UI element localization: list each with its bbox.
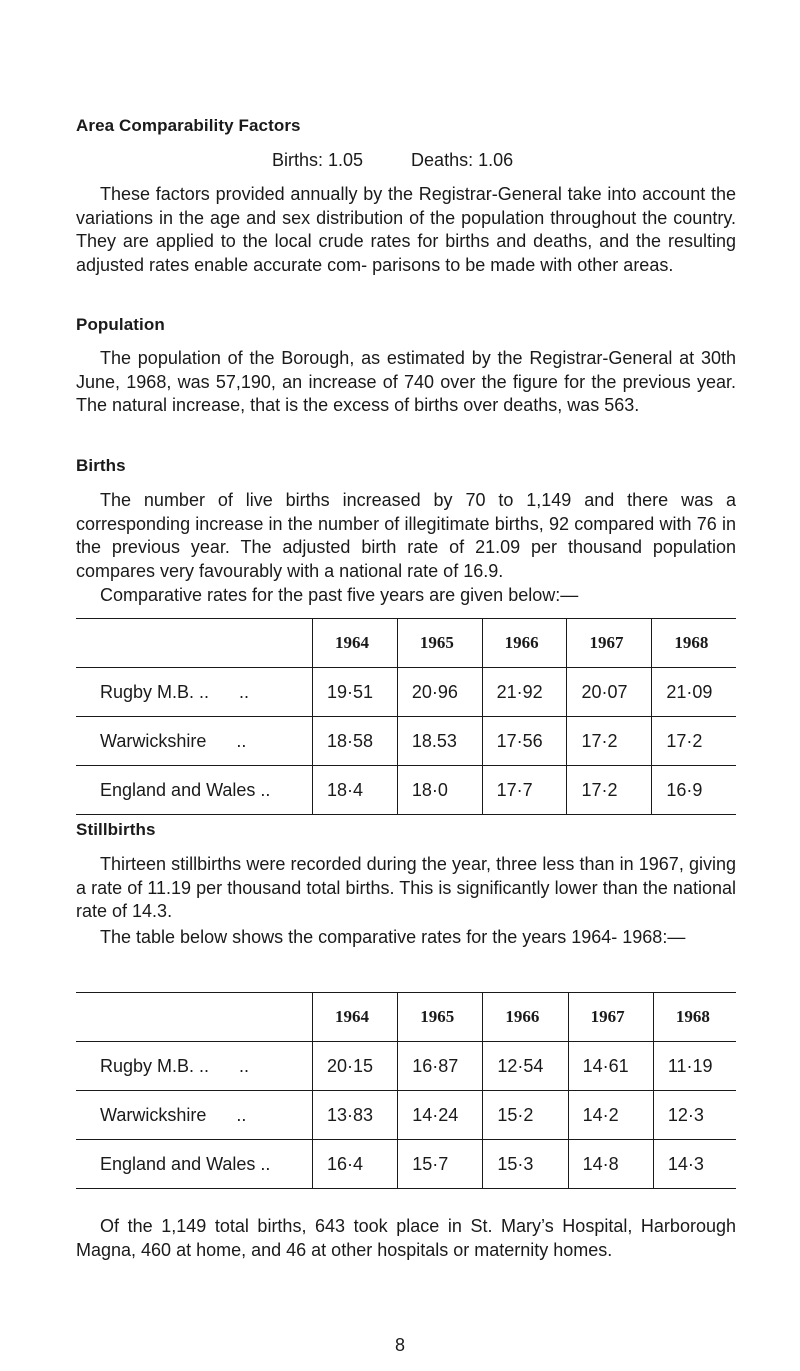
year-header: 1968: [652, 619, 736, 668]
rate-cell: 17·56: [482, 717, 567, 766]
stillbirth-rates-table: [76, 992, 736, 1189]
population-text: The population of the Borough, as estimated by the Registrar-General at 30th June, 1968, was 57,190, an increase of 740 over the figure for the previous year. The natural increase, that is the excess of births over deaths, was 563.: [76, 348, 736, 416]
rate-cell: 15·7: [398, 1140, 483, 1189]
births-heading: Births: [76, 456, 126, 475]
year-header: 1965: [398, 993, 483, 1042]
rate-cell: 21·09: [652, 668, 736, 717]
row-label: Warwickshire ..: [100, 1104, 247, 1125]
year-header: 1968: [653, 993, 736, 1042]
row-label: Rugby M.B. .. ..: [100, 681, 250, 702]
rate-cell: 16·87: [398, 1042, 483, 1091]
table-header-row: [76, 619, 736, 668]
rate-cell: 15·2: [483, 1091, 568, 1140]
rate-cell: 21·92: [482, 668, 567, 717]
row-label: Warwickshire ..: [100, 730, 247, 751]
closing-text: Of the 1,149 total births, 643 took place in St. Mary’s Hospital, Harborough Magna, 460 at home, and 46 at other hospitals or maternity homes.: [76, 1216, 736, 1260]
stillbirths-text: Thirteen stillbirths were recorded during the year, three less than in 1967, giving a rate of 11.19 per thousand total births. This is significantly lower than the national rate of 14.3.: [76, 854, 736, 922]
rate-cell: 11·19: [653, 1042, 736, 1091]
area-comparability-heading: Area Comparability Factors: [76, 116, 301, 135]
births-factor: Births: 1.05: [272, 150, 364, 170]
rate-cell: 16·4: [313, 1140, 398, 1189]
rate-cell: 12·54: [483, 1042, 568, 1091]
rate-cell: 14·8: [568, 1140, 653, 1189]
birth-rates-table: [76, 618, 736, 815]
births-table-intro: Comparative rates for the past five years are given below:—: [100, 585, 579, 605]
rate-cell: 15·3: [483, 1140, 568, 1189]
rate-cell: 17·2: [567, 766, 652, 815]
rate-cell: 20·07: [567, 668, 652, 717]
table-row: [76, 668, 736, 717]
stillbirths-heading: Stillbirths: [76, 820, 156, 839]
year-header: 1966: [482, 619, 567, 668]
table-row: [76, 717, 736, 766]
year-header: 1964: [313, 619, 398, 668]
table-row: [76, 1140, 736, 1189]
rate-cell: 18·0: [397, 766, 482, 815]
year-header: 1967: [568, 993, 653, 1042]
table-row: [76, 1042, 736, 1091]
deaths-factor: Deaths: 1.06: [411, 150, 514, 170]
year-header: 1965: [397, 619, 482, 668]
year-header: 1966: [483, 993, 568, 1042]
rate-cell: 19·51: [313, 668, 398, 717]
row-label: England and Wales ..: [100, 1153, 271, 1174]
rate-cell: 18·4: [313, 766, 398, 815]
row-label: Rugby M.B. .. ..: [100, 1055, 250, 1076]
stillbirths-table-intro: The table below shows the comparative rates for the years 1964- 1968:—: [100, 927, 686, 947]
row-label: England and Wales ..: [100, 779, 271, 800]
rate-cell: 17·2: [652, 717, 736, 766]
rate-cell: 18.53: [397, 717, 482, 766]
table-row: [76, 766, 736, 815]
rate-cell: 14·2: [568, 1091, 653, 1140]
table-header-row: [76, 993, 736, 1042]
rate-cell: 14·24: [398, 1091, 483, 1140]
births-text: The number of live births increased by 70 to 1,149 and there was a corresponding increase in the number of illegitimate births, 92 compared with 76 in the previous year. The adjusted birth rate of 21.09 per thousand population compares very favourably with a national rate of 16.9.: [76, 490, 736, 581]
table-row: [76, 1091, 736, 1140]
population-heading: Population: [76, 315, 165, 334]
rate-cell: 17·2: [567, 717, 652, 766]
year-header: 1967: [567, 619, 652, 668]
area-comparability-text: These factors provided annually by the Registrar-General take into account the variations in the age and sex distribution of the population throughout the country. They are applied to the local crude rates for births and deaths, and the resulting adjusted rates enable accurate com- parisons to be made with other areas.: [76, 184, 736, 275]
page-number: 8: [394, 1335, 405, 1355]
rate-cell: 18·58: [313, 717, 398, 766]
rate-cell: 14·3: [653, 1140, 736, 1189]
comparability-factors: [272, 150, 513, 171]
rate-cell: 16·9: [652, 766, 736, 815]
rate-cell: 20·96: [397, 668, 482, 717]
rate-cell: 12·3: [653, 1091, 736, 1140]
year-header: 1964: [313, 993, 398, 1042]
rate-cell: 20·15: [313, 1042, 398, 1091]
rate-cell: 17·7: [482, 766, 567, 815]
rate-cell: 14·61: [568, 1042, 653, 1091]
rate-cell: 13·83: [313, 1091, 398, 1140]
